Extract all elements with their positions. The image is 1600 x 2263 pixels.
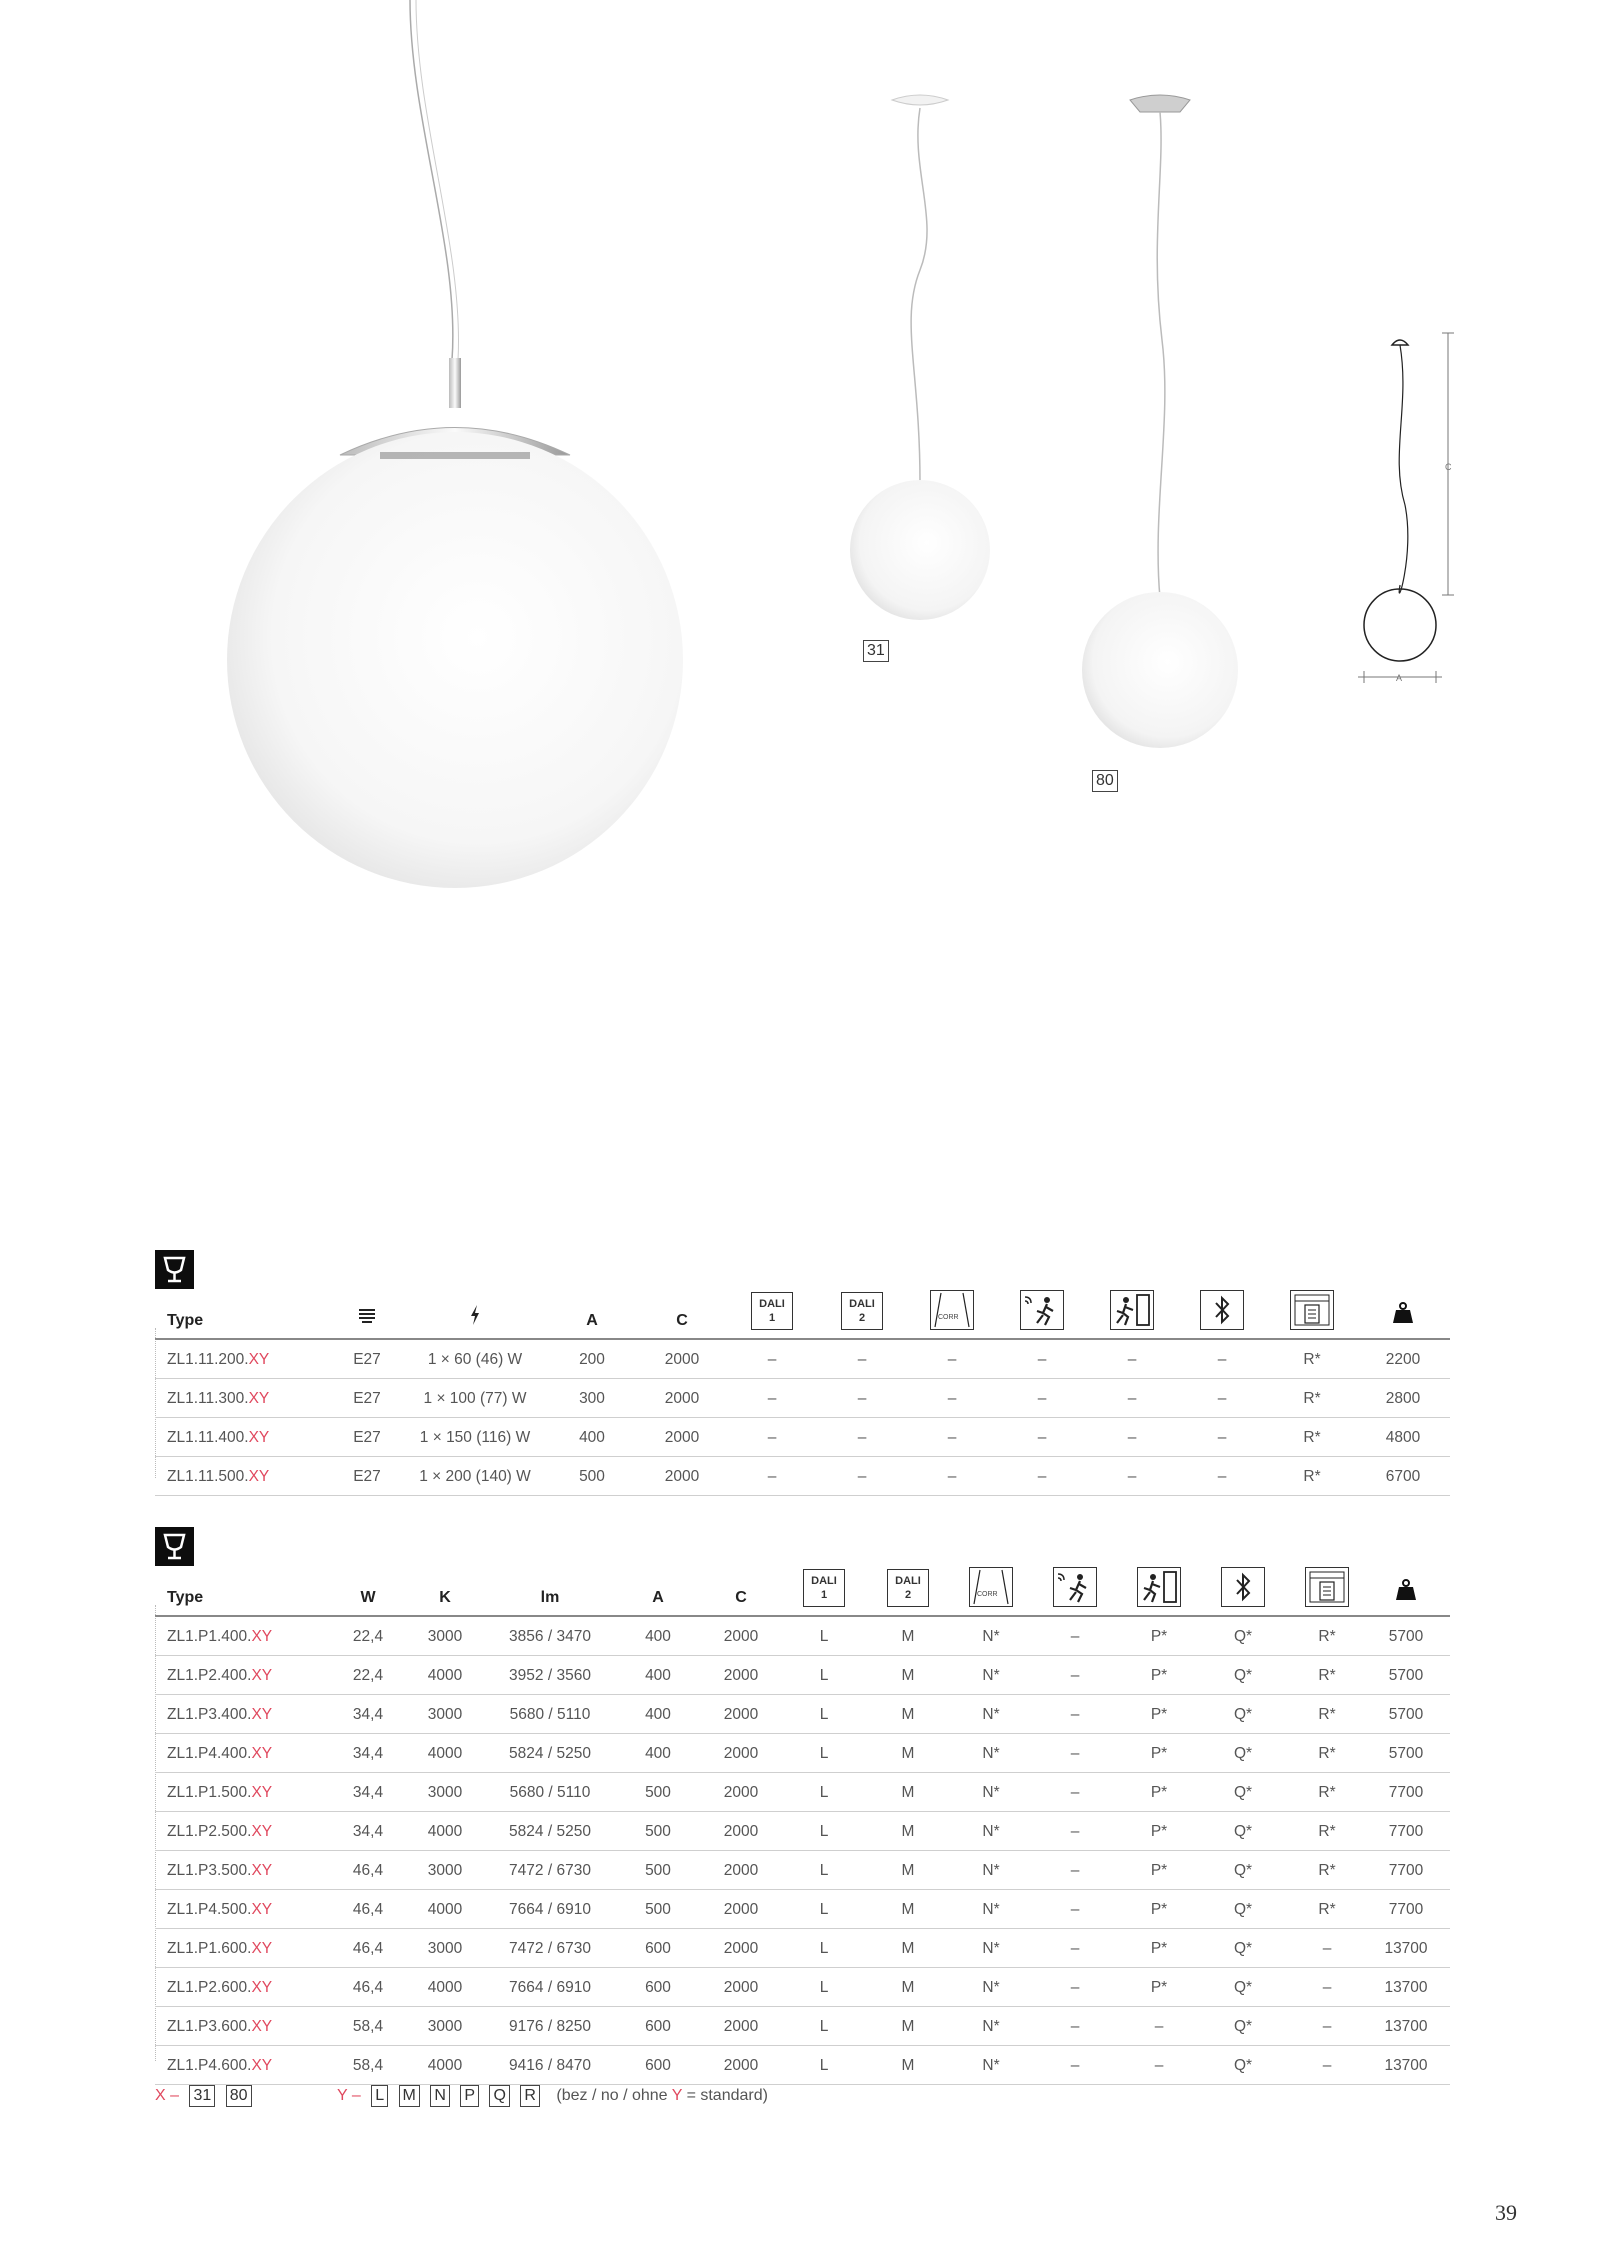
cell-w: 34,4 bbox=[352, 1706, 384, 1723]
cell-remote: – bbox=[1322, 1979, 1332, 1996]
cell-sensor: – bbox=[1070, 1706, 1080, 1723]
cell-type: ZL1.P1.400.XY bbox=[167, 1628, 273, 1645]
cell-corr: N* bbox=[982, 1784, 1000, 1801]
weight-icon bbox=[1394, 1578, 1418, 1607]
cell-emergency: P* bbox=[1150, 1823, 1168, 1840]
cell-sensor: – bbox=[1070, 1823, 1080, 1840]
cell-d1: L bbox=[819, 1628, 829, 1645]
table-header bbox=[155, 1555, 1450, 1617]
cell-corr: – bbox=[947, 1429, 957, 1446]
cell-corr: N* bbox=[982, 1745, 1000, 1762]
cell-w: 22,4 bbox=[352, 1628, 384, 1645]
table-row bbox=[155, 1734, 1450, 1773]
cell-weight: 13700 bbox=[1384, 1940, 1428, 1957]
cell-type: ZL1.11.200.XY bbox=[167, 1351, 270, 1368]
cell-bt: Q* bbox=[1233, 1706, 1253, 1723]
product-photo-small-globe-31 bbox=[840, 90, 1000, 650]
cell-k: 4000 bbox=[427, 1823, 463, 1840]
cell-type: ZL1.11.400.XY bbox=[167, 1429, 270, 1446]
cell-weight: 13700 bbox=[1384, 2018, 1428, 2035]
cell-remote: R* bbox=[1318, 1745, 1336, 1762]
cell-d2: – bbox=[857, 1429, 867, 1446]
cell-c: 2000 bbox=[723, 1667, 759, 1684]
cell-k: 3000 bbox=[427, 1706, 463, 1723]
cell-sensor: – bbox=[1070, 1901, 1080, 1918]
cell-a: 400 bbox=[579, 1429, 605, 1446]
cell-bt: Q* bbox=[1233, 1667, 1253, 1684]
cell-bt: Q* bbox=[1233, 1979, 1253, 1996]
cell-k: 4000 bbox=[427, 1901, 463, 1918]
cell-d2: M bbox=[901, 1862, 915, 1879]
cell-remote: – bbox=[1322, 2018, 1332, 2035]
cell-weight: 7700 bbox=[1388, 1823, 1424, 1840]
cell-emergency: – bbox=[1127, 1390, 1137, 1407]
cell-sensor: – bbox=[1037, 1351, 1047, 1368]
remote-control-icon bbox=[1305, 1567, 1349, 1607]
cell-corr: N* bbox=[982, 2018, 1000, 2035]
header-type: Type bbox=[167, 1312, 204, 1329]
cell-d2: M bbox=[901, 2057, 915, 2074]
cell-remote: R* bbox=[1318, 1823, 1336, 1840]
cell-w: 22,4 bbox=[352, 1667, 384, 1684]
dimension-a-label: A bbox=[1396, 673, 1403, 683]
cell-d2: M bbox=[901, 1628, 915, 1645]
cell-bt: Q* bbox=[1233, 1823, 1253, 1840]
legend-y-option: M bbox=[399, 2085, 420, 2107]
cell-power: 1 × 200 (140) W bbox=[419, 1468, 531, 1485]
dali-1-icon: DALI 1 bbox=[751, 1292, 793, 1330]
cell-c: 2000 bbox=[723, 1784, 759, 1801]
cell-weight: 5700 bbox=[1388, 1745, 1424, 1762]
cell-bt: – bbox=[1217, 1429, 1227, 1446]
cell-a: 300 bbox=[579, 1390, 605, 1407]
cell-base: E27 bbox=[353, 1390, 381, 1407]
cell-corr: – bbox=[947, 1351, 957, 1368]
cell-lm: 7664 / 6910 bbox=[509, 1901, 591, 1918]
motion-sensor-icon bbox=[1053, 1567, 1097, 1607]
cell-emergency: – bbox=[1154, 2057, 1164, 2074]
cell-c: 2000 bbox=[723, 2018, 759, 2035]
cell-emergency: P* bbox=[1150, 1979, 1168, 1996]
cell-d1: L bbox=[819, 2057, 829, 2074]
dimension-c-label: C bbox=[1445, 462, 1452, 472]
cell-remote: R* bbox=[1318, 1901, 1336, 1918]
cell-a: 600 bbox=[645, 2018, 671, 2035]
cell-lm: 9176 / 8250 bbox=[509, 2018, 591, 2035]
cell-sensor: – bbox=[1070, 2057, 1080, 2074]
table-row bbox=[155, 1617, 1450, 1656]
cell-corr: – bbox=[947, 1468, 957, 1485]
header-a: A bbox=[586, 1312, 598, 1329]
cell-a: 600 bbox=[645, 1940, 671, 1957]
legend-x-option: 80 bbox=[226, 2085, 252, 2107]
legend-y bbox=[337, 2085, 768, 2107]
cell-remote: R* bbox=[1303, 1429, 1321, 1446]
cell-weight: 5700 bbox=[1388, 1667, 1424, 1684]
cell-k: 3000 bbox=[427, 2018, 463, 2035]
cell-w: 46,4 bbox=[352, 1901, 384, 1918]
cell-corr: N* bbox=[982, 1823, 1000, 1840]
cell-emergency: P* bbox=[1150, 1940, 1168, 1957]
legend-x-option: 31 bbox=[189, 2085, 215, 2107]
cell-emergency: P* bbox=[1150, 1667, 1168, 1684]
table-row bbox=[155, 1851, 1450, 1890]
cell-type: ZL1.P4.400.XY bbox=[167, 1745, 273, 1762]
cell-type: ZL1.P2.500.XY bbox=[167, 1823, 273, 1840]
cell-d1: L bbox=[819, 1940, 829, 1957]
cell-lm: 5824 / 5250 bbox=[509, 1745, 591, 1762]
bluetooth-icon bbox=[1221, 1567, 1265, 1607]
cell-remote: R* bbox=[1318, 1628, 1336, 1645]
cell-w: 46,4 bbox=[352, 1979, 384, 1996]
cell-sensor: – bbox=[1070, 1979, 1080, 1996]
cell-d1: L bbox=[819, 1901, 829, 1918]
cell-d1: L bbox=[819, 1667, 829, 1684]
cell-c: 2000 bbox=[723, 1823, 759, 1840]
cell-weight: 7700 bbox=[1388, 1901, 1424, 1918]
cell-a: 400 bbox=[645, 1667, 671, 1684]
cell-remote: R* bbox=[1318, 1667, 1336, 1684]
cell-weight: 6700 bbox=[1385, 1468, 1421, 1485]
cell-weight: 2800 bbox=[1385, 1390, 1421, 1407]
cell-d2: – bbox=[857, 1390, 867, 1407]
corridor-icon bbox=[930, 1290, 974, 1330]
svg-text:CORR: CORR bbox=[977, 1591, 998, 1598]
cell-sensor: – bbox=[1070, 1784, 1080, 1801]
cell-c: 2000 bbox=[723, 1862, 759, 1879]
cell-c: 2000 bbox=[664, 1429, 700, 1446]
legend-y-option: R bbox=[520, 2085, 540, 2107]
cell-lm: 9416 / 8470 bbox=[509, 2057, 591, 2074]
table-row bbox=[155, 1773, 1450, 1812]
cell-type: ZL1.11.300.XY bbox=[167, 1390, 270, 1407]
cell-power: 1 × 150 (116) W bbox=[419, 1429, 531, 1446]
cell-emergency: P* bbox=[1150, 1901, 1168, 1918]
cell-d1: – bbox=[767, 1429, 777, 1446]
table-row bbox=[155, 1968, 1450, 2007]
cell-a: 500 bbox=[645, 1784, 671, 1801]
table-row bbox=[155, 1418, 1450, 1457]
emergency-exit-icon bbox=[1137, 1567, 1181, 1607]
cell-w: 34,4 bbox=[352, 1784, 384, 1801]
cell-d1: L bbox=[819, 1823, 829, 1840]
cell-corr: N* bbox=[982, 1667, 1000, 1684]
dali-2-icon: DALI 2 bbox=[887, 1569, 929, 1607]
table-row bbox=[155, 2007, 1450, 2046]
cell-w: 46,4 bbox=[352, 1862, 384, 1879]
cell-sensor: – bbox=[1037, 1468, 1047, 1485]
cell-d2: – bbox=[857, 1351, 867, 1368]
cell-sensor: – bbox=[1070, 1667, 1080, 1684]
cell-a: 500 bbox=[645, 1862, 671, 1879]
cell-bt: Q* bbox=[1233, 1745, 1253, 1762]
cell-sensor: – bbox=[1070, 1940, 1080, 1957]
cell-remote: R* bbox=[1303, 1468, 1321, 1485]
cell-d1: – bbox=[767, 1468, 777, 1485]
legend-x bbox=[155, 2085, 252, 2107]
spec-table-1 bbox=[155, 1278, 1450, 1496]
cell-remote: R* bbox=[1303, 1351, 1321, 1368]
legend-y-option: L bbox=[371, 2085, 388, 2107]
cell-sensor: – bbox=[1070, 1628, 1080, 1645]
cell-w: 34,4 bbox=[352, 1823, 384, 1840]
cell-a: 500 bbox=[645, 1901, 671, 1918]
cell-weight: 7700 bbox=[1388, 1862, 1424, 1879]
header-c: C bbox=[676, 1312, 688, 1329]
cell-c: 2000 bbox=[723, 1979, 759, 1996]
cell-d2: M bbox=[901, 1784, 915, 1801]
motion-sensor-icon bbox=[1020, 1290, 1064, 1330]
cell-type: ZL1.P3.500.XY bbox=[167, 1862, 273, 1879]
cell-c: 2000 bbox=[723, 1940, 759, 1957]
cell-bt: Q* bbox=[1233, 1901, 1253, 1918]
cell-weight: 7700 bbox=[1388, 1784, 1424, 1801]
cell-remote: – bbox=[1322, 1940, 1332, 1957]
cell-a: 400 bbox=[645, 1628, 671, 1645]
cell-sensor: – bbox=[1070, 2018, 1080, 2035]
legend-y-label: Y – bbox=[337, 2087, 361, 2104]
cell-base: E27 bbox=[353, 1351, 381, 1368]
table-row bbox=[155, 1656, 1450, 1695]
cell-a: 600 bbox=[645, 1979, 671, 1996]
cell-d2: M bbox=[901, 1745, 915, 1762]
cell-bt: – bbox=[1217, 1390, 1227, 1407]
cell-type: ZL1.P1.600.XY bbox=[167, 1940, 273, 1957]
emergency-exit-icon bbox=[1110, 1290, 1154, 1330]
cell-remote: – bbox=[1322, 2057, 1332, 2074]
cell-type: ZL1.P3.600.XY bbox=[167, 2018, 273, 2035]
cell-emergency: P* bbox=[1150, 1784, 1168, 1801]
header-c: C bbox=[735, 1589, 747, 1606]
cell-w: 58,4 bbox=[352, 2018, 384, 2035]
cell-remote: R* bbox=[1318, 1784, 1336, 1801]
cell-sensor: – bbox=[1037, 1429, 1047, 1446]
cell-d2: M bbox=[901, 1706, 915, 1723]
cell-k: 4000 bbox=[427, 1667, 463, 1684]
cell-emergency: – bbox=[1127, 1468, 1137, 1485]
bluetooth-icon bbox=[1200, 1290, 1244, 1330]
legend-y-option: Q bbox=[489, 2085, 509, 2107]
cell-sensor: – bbox=[1070, 1745, 1080, 1762]
legend-note: (bez / no / ohne Y = standard) bbox=[556, 2087, 768, 2104]
table-row bbox=[155, 1890, 1450, 1929]
cell-c: 2000 bbox=[723, 1628, 759, 1645]
cell-lm: 7664 / 6910 bbox=[509, 1979, 591, 1996]
cell-sensor: – bbox=[1070, 1862, 1080, 1879]
cell-type: ZL1.P4.500.XY bbox=[167, 1901, 273, 1918]
cell-emergency: – bbox=[1154, 2018, 1164, 2035]
cell-d1: – bbox=[767, 1390, 777, 1407]
cell-d2: M bbox=[901, 1940, 915, 1957]
cell-lm: 7472 / 6730 bbox=[509, 1940, 591, 1957]
cell-corr: N* bbox=[982, 1706, 1000, 1723]
dimension-drawing bbox=[1340, 325, 1460, 695]
cell-type: ZL1.P3.400.XY bbox=[167, 1706, 273, 1723]
cell-d1: L bbox=[819, 1979, 829, 1996]
cell-type: ZL1.P2.400.XY bbox=[167, 1667, 273, 1684]
cell-a: 500 bbox=[579, 1468, 605, 1485]
header-w: W bbox=[360, 1589, 376, 1606]
product-photo-small-globe-80 bbox=[1080, 90, 1240, 760]
svg-text:CORR: CORR bbox=[938, 1314, 959, 1321]
cell-k: 4000 bbox=[427, 1745, 463, 1762]
cell-weight: 4800 bbox=[1385, 1429, 1421, 1446]
cell-bt: Q* bbox=[1233, 1862, 1253, 1879]
cell-k: 4000 bbox=[427, 2057, 463, 2074]
cell-lm: 5680 / 5110 bbox=[509, 1706, 591, 1723]
cell-emergency: P* bbox=[1150, 1628, 1168, 1645]
lamp-base-icon bbox=[357, 1307, 377, 1330]
cell-bt: – bbox=[1217, 1468, 1227, 1485]
cell-remote: R* bbox=[1303, 1390, 1321, 1407]
cell-d2: M bbox=[901, 1979, 915, 1996]
cell-weight: 13700 bbox=[1384, 1979, 1428, 1996]
table-header bbox=[155, 1278, 1450, 1340]
power-bolt-icon bbox=[469, 1305, 481, 1330]
dali-1-icon: DALI 1 bbox=[803, 1569, 845, 1607]
cell-d1: L bbox=[819, 1706, 829, 1723]
cell-emergency: – bbox=[1127, 1351, 1137, 1368]
table-row bbox=[155, 1812, 1450, 1851]
product-photo-large-globe bbox=[220, 0, 700, 900]
cell-lm: 3952 / 3560 bbox=[509, 1667, 591, 1684]
cell-k: 3000 bbox=[427, 1862, 463, 1879]
header-type: Type bbox=[167, 1589, 204, 1606]
cell-corr: N* bbox=[982, 1940, 1000, 1957]
cell-a: 400 bbox=[645, 1706, 671, 1723]
cell-d1: L bbox=[819, 2018, 829, 2035]
variant-label-31: 31 bbox=[863, 640, 889, 662]
cell-remote: R* bbox=[1318, 1706, 1336, 1723]
cell-c: 2000 bbox=[664, 1390, 700, 1407]
cell-a: 600 bbox=[645, 2057, 671, 2074]
legend-y-option: P bbox=[460, 2085, 479, 2107]
cell-k: 3000 bbox=[427, 1940, 463, 1957]
cell-d1: L bbox=[819, 1862, 829, 1879]
remote-control-icon bbox=[1290, 1290, 1334, 1330]
cell-k: 3000 bbox=[427, 1628, 463, 1645]
header-k: K bbox=[439, 1589, 451, 1606]
cell-c: 2000 bbox=[723, 1706, 759, 1723]
cell-emergency: P* bbox=[1150, 1862, 1168, 1879]
cell-corr: N* bbox=[982, 1901, 1000, 1918]
cell-emergency: P* bbox=[1150, 1706, 1168, 1723]
corridor-icon bbox=[969, 1567, 1013, 1607]
cell-a: 400 bbox=[645, 1745, 671, 1762]
cell-lm: 5824 / 5250 bbox=[509, 1823, 591, 1840]
cell-bt: Q* bbox=[1233, 1628, 1253, 1645]
cell-emergency: P* bbox=[1150, 1745, 1168, 1762]
cell-k: 4000 bbox=[427, 1979, 463, 1996]
cell-corr: N* bbox=[982, 1979, 1000, 1996]
cell-bt: Q* bbox=[1233, 1940, 1253, 1957]
cell-d2: M bbox=[901, 1667, 915, 1684]
page-number: 39 bbox=[1495, 2200, 1517, 2225]
table-row bbox=[155, 1379, 1450, 1418]
cell-corr: N* bbox=[982, 1628, 1000, 1645]
cell-base: E27 bbox=[353, 1429, 381, 1446]
cell-bt: – bbox=[1217, 1351, 1227, 1368]
legend-y-option: N bbox=[430, 2085, 450, 2107]
cell-lm: 3856 / 3470 bbox=[509, 1628, 591, 1645]
cell-type: ZL1.P1.500.XY bbox=[167, 1784, 273, 1801]
cell-corr: N* bbox=[982, 2057, 1000, 2074]
cell-d2: M bbox=[901, 1823, 915, 1840]
cell-corr: N* bbox=[982, 1862, 1000, 1879]
cell-a: 500 bbox=[645, 1823, 671, 1840]
legend-x-label: X – bbox=[155, 2087, 180, 2104]
cell-bt: Q* bbox=[1233, 2018, 1253, 2035]
cell-type: ZL1.P4.600.XY bbox=[167, 2057, 273, 2074]
cell-power: 1 × 60 (46) W bbox=[427, 1351, 523, 1368]
cell-c: 2000 bbox=[664, 1468, 700, 1485]
header-a: A bbox=[652, 1589, 664, 1606]
dali-2-icon: DALI 2 bbox=[841, 1292, 883, 1330]
cell-w: 46,4 bbox=[352, 1940, 384, 1957]
variant-label-80: 80 bbox=[1092, 770, 1118, 792]
cell-lm: 5680 / 5110 bbox=[509, 1784, 591, 1801]
cell-sensor: – bbox=[1037, 1390, 1047, 1407]
cell-k: 3000 bbox=[427, 1784, 463, 1801]
cell-base: E27 bbox=[353, 1468, 381, 1485]
cell-weight: 13700 bbox=[1384, 2057, 1428, 2074]
cell-d1: – bbox=[767, 1351, 777, 1368]
cell-remote: R* bbox=[1318, 1862, 1336, 1879]
cell-weight: 2200 bbox=[1385, 1351, 1421, 1368]
cell-type: ZL1.11.500.XY bbox=[167, 1468, 270, 1485]
cell-d1: L bbox=[819, 1784, 829, 1801]
cell-bt: Q* bbox=[1233, 1784, 1253, 1801]
spec-table-2 bbox=[155, 1555, 1450, 2085]
cell-emergency: – bbox=[1127, 1429, 1137, 1446]
table-row bbox=[155, 1457, 1450, 1496]
cell-c: 2000 bbox=[664, 1351, 700, 1368]
table-row bbox=[155, 2046, 1450, 2085]
cell-weight: 5700 bbox=[1388, 1706, 1424, 1723]
cell-bt: Q* bbox=[1233, 2057, 1253, 2074]
cell-power: 1 × 100 (77) W bbox=[423, 1390, 527, 1407]
cell-type: ZL1.P2.600.XY bbox=[167, 1979, 273, 1996]
cell-d2: M bbox=[901, 1901, 915, 1918]
cell-c: 2000 bbox=[723, 1745, 759, 1762]
cell-c: 2000 bbox=[723, 1901, 759, 1918]
cell-w: 58,4 bbox=[352, 2057, 384, 2074]
cell-d2: M bbox=[901, 2018, 915, 2035]
header-lm: lm bbox=[540, 1589, 560, 1606]
cell-c: 2000 bbox=[723, 2057, 759, 2074]
table-row bbox=[155, 1695, 1450, 1734]
cell-weight: 5700 bbox=[1388, 1628, 1424, 1645]
cell-d1: L bbox=[819, 1745, 829, 1762]
table-row bbox=[155, 1340, 1450, 1379]
cell-w: 34,4 bbox=[352, 1745, 384, 1762]
cell-lm: 7472 / 6730 bbox=[509, 1862, 591, 1879]
table-row bbox=[155, 1929, 1450, 1968]
cell-corr: – bbox=[947, 1390, 957, 1407]
weight-icon bbox=[1391, 1301, 1415, 1330]
cell-a: 200 bbox=[579, 1351, 605, 1368]
cell-d2: – bbox=[857, 1468, 867, 1485]
